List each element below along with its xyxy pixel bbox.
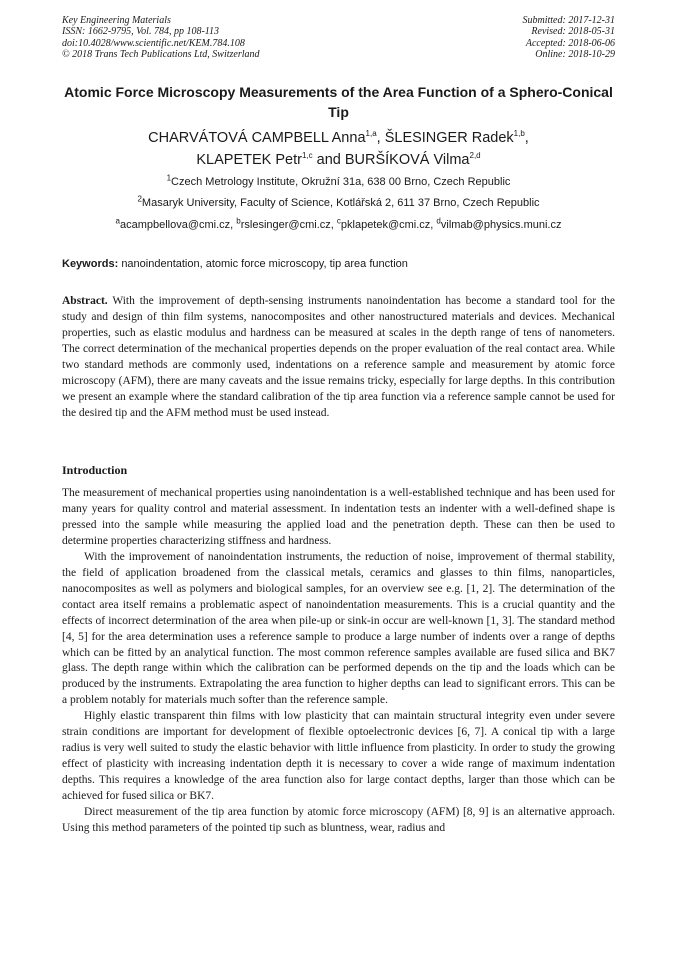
- email-link[interactable]: pklapetek@cmi.cz,: [340, 219, 437, 231]
- copyright-line: © 2018 Trans Tech Publications Ltd, Switzerland: [62, 48, 260, 60]
- email-list: [62, 216, 615, 231]
- journal-header: [62, 15, 260, 60]
- author-separator: ,: [376, 130, 385, 146]
- author-separator: and: [312, 152, 345, 168]
- doi-line[interactable]: doi:10.4028/www.scientific.net/KEM.784.108: [62, 37, 245, 49]
- dates-header: [523, 15, 616, 60]
- journal-name: Key Engineering Materials: [62, 15, 171, 26]
- revised-date: Revised: 2018-05-31: [531, 26, 615, 38]
- affil-marker: 2: [137, 194, 142, 204]
- email-marker: a: [115, 216, 120, 226]
- email-marker: c: [336, 216, 341, 226]
- affil-text: Czech Metrology Institute, Okružní 31a, 638 00 Brno, Czech Republic: [171, 176, 511, 188]
- email-link[interactable]: acampbellova@cmi.cz,: [119, 219, 237, 231]
- author-name: ŠLESINGER Radek: [384, 130, 514, 146]
- submitted-date: Submitted: 2017-12-31: [522, 15, 615, 26]
- affil-marker: 1: [166, 173, 172, 183]
- affil-text: Masaryk University, Faculty of Science, Kotlářská 2, 611 37 Brno, Czech Republic: [141, 197, 540, 209]
- abstract-text: With the improvement of depth-sensing instruments nanoindentation has become a standard tool for the study and design of thin film systems, nanocomposites and other nanostructured materials and devices. Mechanical properties, such as elastic modulus and hardness can be measured at scales in the depth range of tens of nanometers. The correct determination of the mechanical properties depends on the proper evaluation of the real contact area. While two standard methods are commonly used, indentations on a reference sample and measurement by atomic force microscopy (AFM), there are many caveats and the issue remains tricky, especially for large depths. In this contribution we present an example where the standard calibration of the tip area function via a reference sample cannot be used for the desired tip and the AFM method must be used instead.: [62, 295, 616, 419]
- author-name: CHARVÁTOVÁ CAMPBELL Anna: [148, 130, 366, 146]
- accepted-date: Accepted: 2018-06-06: [525, 37, 615, 49]
- email-marker: d: [436, 216, 441, 226]
- keywords-text: nanoindentation, atomic force microscopy, tip area function: [121, 258, 408, 270]
- section-heading-introduction: Introduction: [62, 463, 128, 477]
- author-affil-marker: 2,d: [469, 151, 481, 161]
- introduction-body: [62, 486, 615, 837]
- email-marker: b: [236, 216, 241, 226]
- author-affil-marker: 1,a: [365, 129, 377, 139]
- author-affil-marker: 1,b: [513, 129, 525, 139]
- author-separator: ,: [524, 130, 529, 146]
- affiliation-1: [62, 173, 615, 188]
- paragraph: With the improvement of nanoindentation instruments, the reduction of noise, improvement of thermal stability, the field of application broadened from the classical metals, ceramics and glasses to thin films, nanoparticles, nanocomposites as well as polymers and biological samples, for an overview see e.g. [1, 2]. The determination of the contact area itself remains a problematic aspect of nanoindentation measurements. This is a crucial quantity and the effects of incorrect determination of the area when pile-up or sink-in occur are well-known [1, 3]. The standard method [4, 5] for the area determination uses a reference sample to produce a large number of indents over a range of depths which can be fitted by an analytical function. The most common reference samples available are fused silica and BK7 glass. The depth range within which the calibration can be performed depends on the tip and the loads which can be produced by the instruments. Extrapolating the area function to higher depths can lead to significant errors. This can be a problem notably for materials much softer than the reference sample.: [62, 550, 615, 707]
- author-name: KLAPETEK Petr: [196, 152, 302, 168]
- paper-title: Atomic Force Microscopy Measurements of the Area Function of a Sphero-Conical Tip: [64, 84, 613, 120]
- issn-line: ISSN: 1662-9795, Vol. 784, pp 108-113: [62, 26, 220, 38]
- paragraph: Direct measurement of the tip area function by atomic force microscopy (AFM) [8, 9] is an alternative approach. Using this method parameters of the pointed tip such as bluntness, wear, radius and: [62, 806, 615, 835]
- author-name: BURŠÍKOVÁ Vilma: [344, 152, 470, 168]
- author-list: [62, 127, 615, 171]
- email-link[interactable]: vilmab@physics.muni.cz: [440, 219, 562, 231]
- paragraph: Highly elastic transparent thin films with low plasticity that can maintain structural integrity even under severe strain conditions are important for development of flexible optoelectronic devices [6, 7]. A conical tip with a large radius is very well suited to study the elastic behavior with little influence from plasticity. In order to study the growing effect of plasticity with increasing indentation depth it is necessary to cover a wide range of maximum indentation depths. This requires a knowledge of the area function also for large contact depths, larger than those which can be achieved for fused silica or BK7.: [62, 710, 615, 803]
- online-date: Online: 2018-10-29: [535, 48, 615, 60]
- paragraph: The measurement of mechanical properties using nanoindentation is a well-established technique and has been used for many years for quality control and material assessment. In indentation tests an indenter with a well-defined shape is pressed into the sample while measuring the applied load and the penetration depth. These can then be used to determine properties characterizing stiffness and hardness.: [62, 487, 615, 547]
- abstract-block: [62, 294, 615, 422]
- email-link[interactable]: rslesinger@cmi.cz,: [240, 219, 337, 231]
- author-affil-marker: 1,c: [301, 151, 313, 161]
- affiliation-2: [62, 194, 615, 209]
- keywords-line: [62, 258, 408, 270]
- keywords-label: Keywords:: [62, 258, 119, 270]
- abstract-label: Abstract.: [62, 295, 108, 307]
